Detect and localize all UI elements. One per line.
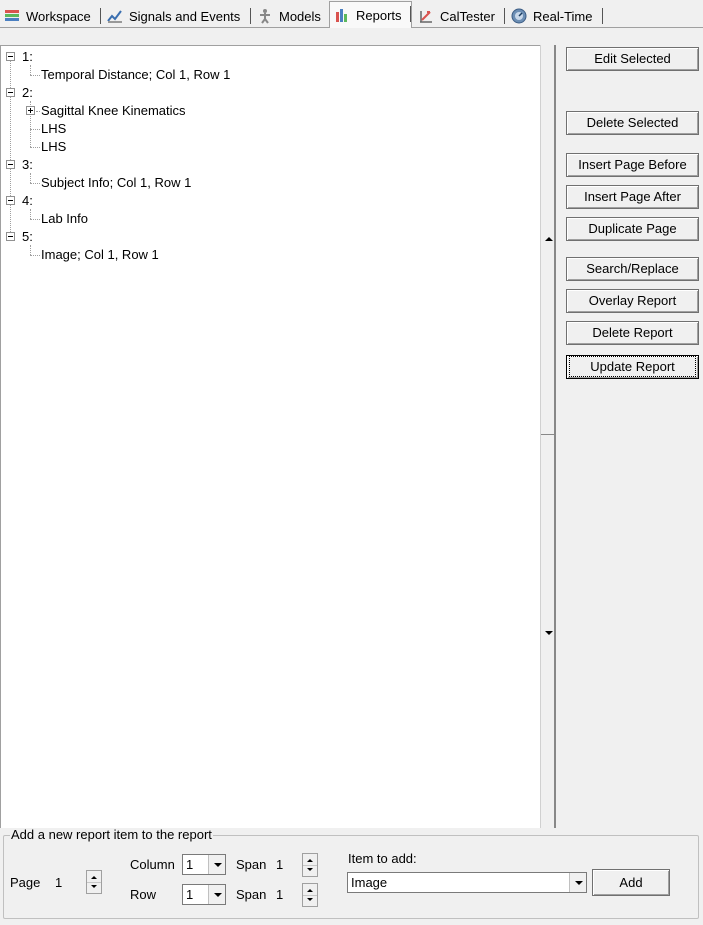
overlay-report-button[interactable]: Overlay Report (566, 289, 699, 313)
collapse-icon[interactable] (6, 232, 15, 241)
tab-reports[interactable] (329, 1, 412, 28)
spin-up-icon[interactable] (91, 876, 97, 879)
tab-workspace[interactable] (0, 4, 101, 28)
page-label: Page (10, 875, 41, 890)
tree-page-2[interactable]: 2: (22, 85, 33, 100)
insert-page-before-button[interactable]: Insert Page Before (566, 153, 699, 177)
insert-page-after-button[interactable]: Insert Page After (566, 185, 699, 209)
tab-signals-and-events[interactable] (103, 4, 251, 28)
arrow-down-icon[interactable] (545, 631, 553, 635)
add-button[interactable]: Add (592, 869, 670, 896)
tree-item[interactable]: Lab Info (41, 211, 88, 226)
signals-icon (107, 8, 123, 24)
item-to-add-label: Item to add: (348, 851, 417, 866)
tab-strip (0, 0, 703, 28)
delete-selected-button[interactable]: Delete Selected (566, 111, 699, 135)
column-span-label: Span (236, 857, 267, 872)
tree-item[interactable]: LHS (41, 139, 67, 154)
collapse-icon[interactable] (6, 160, 15, 169)
page-value: 1 (55, 875, 63, 890)
tree-page-1[interactable]: 1: (22, 49, 33, 64)
reports-icon (334, 7, 350, 23)
chevron-down-icon[interactable] (569, 873, 586, 892)
add-item-group-label: Add a new report item to the report (11, 827, 212, 842)
tree-item[interactable]: Temporal Distance; Col 1, Row 1 (41, 67, 231, 82)
collapse-icon[interactable] (6, 196, 15, 205)
tab-label: Workspace (26, 8, 91, 24)
column-span-value: 1 (276, 857, 284, 872)
edit-selected-button[interactable]: Edit Selected (566, 47, 699, 71)
column-label: Column (130, 857, 175, 872)
tab-label: CalTester (440, 8, 495, 24)
tab-label: Signals and Events (129, 8, 241, 24)
tab-real-time[interactable] (507, 4, 603, 28)
spin-down-icon[interactable] (307, 868, 313, 871)
row-select-value: 1 (186, 887, 194, 902)
tab-label: Reports (356, 7, 402, 23)
column-select[interactable] (182, 854, 226, 875)
tree-page-3[interactable]: 3: (22, 157, 33, 172)
update-report-label: Update Report (572, 359, 693, 374)
chevron-down-icon[interactable] (208, 855, 225, 874)
search-replace-button[interactable]: Search/Replace (566, 257, 699, 281)
delete-report-button[interactable]: Delete Report (566, 321, 699, 345)
duplicate-page-button[interactable]: Duplicate Page (566, 217, 699, 241)
item-to-add-select[interactable] (347, 872, 587, 893)
tab-caltester[interactable] (414, 4, 505, 28)
tree-page-5[interactable]: 5: (22, 229, 33, 244)
realtime-icon (511, 8, 527, 24)
row-span-spinner[interactable] (302, 883, 318, 907)
row-span-label: Span (236, 887, 267, 902)
spin-up-icon[interactable] (307, 859, 313, 862)
page-spinner[interactable] (86, 870, 102, 894)
panel-splitter[interactable] (540, 45, 556, 828)
tree-item[interactable]: LHS (41, 121, 67, 136)
update-report-button[interactable] (566, 355, 699, 379)
row-span-value: 1 (276, 887, 284, 902)
tree-item[interactable]: Image; Col 1, Row 1 (41, 247, 159, 262)
arrow-up-icon[interactable] (545, 237, 553, 241)
spin-down-icon[interactable] (91, 885, 97, 888)
chevron-down-icon[interactable] (208, 885, 225, 904)
row-label: Row (130, 887, 157, 902)
tree-item[interactable]: Subject Info; Col 1, Row 1 (41, 175, 192, 190)
row-select[interactable] (182, 884, 226, 905)
tab-label: Real-Time (533, 8, 593, 24)
column-span-spinner[interactable] (302, 853, 318, 877)
item-to-add-value: Image (351, 875, 388, 890)
caltester-icon (418, 8, 434, 24)
spin-down-icon[interactable] (307, 898, 313, 901)
expand-icon[interactable] (26, 106, 35, 115)
collapse-icon[interactable] (6, 88, 15, 97)
collapse-icon[interactable] (6, 52, 15, 61)
report-tree[interactable] (0, 45, 540, 828)
workspace-icon (4, 8, 20, 24)
models-icon (257, 8, 273, 24)
column-select-value: 1 (186, 857, 194, 872)
tree-item[interactable]: Sagittal Knee Kinematics (41, 103, 186, 118)
spin-up-icon[interactable] (307, 889, 313, 892)
tab-models[interactable] (253, 4, 328, 28)
tree-page-4[interactable]: 4: (22, 193, 33, 208)
tab-label: Models (279, 8, 321, 24)
